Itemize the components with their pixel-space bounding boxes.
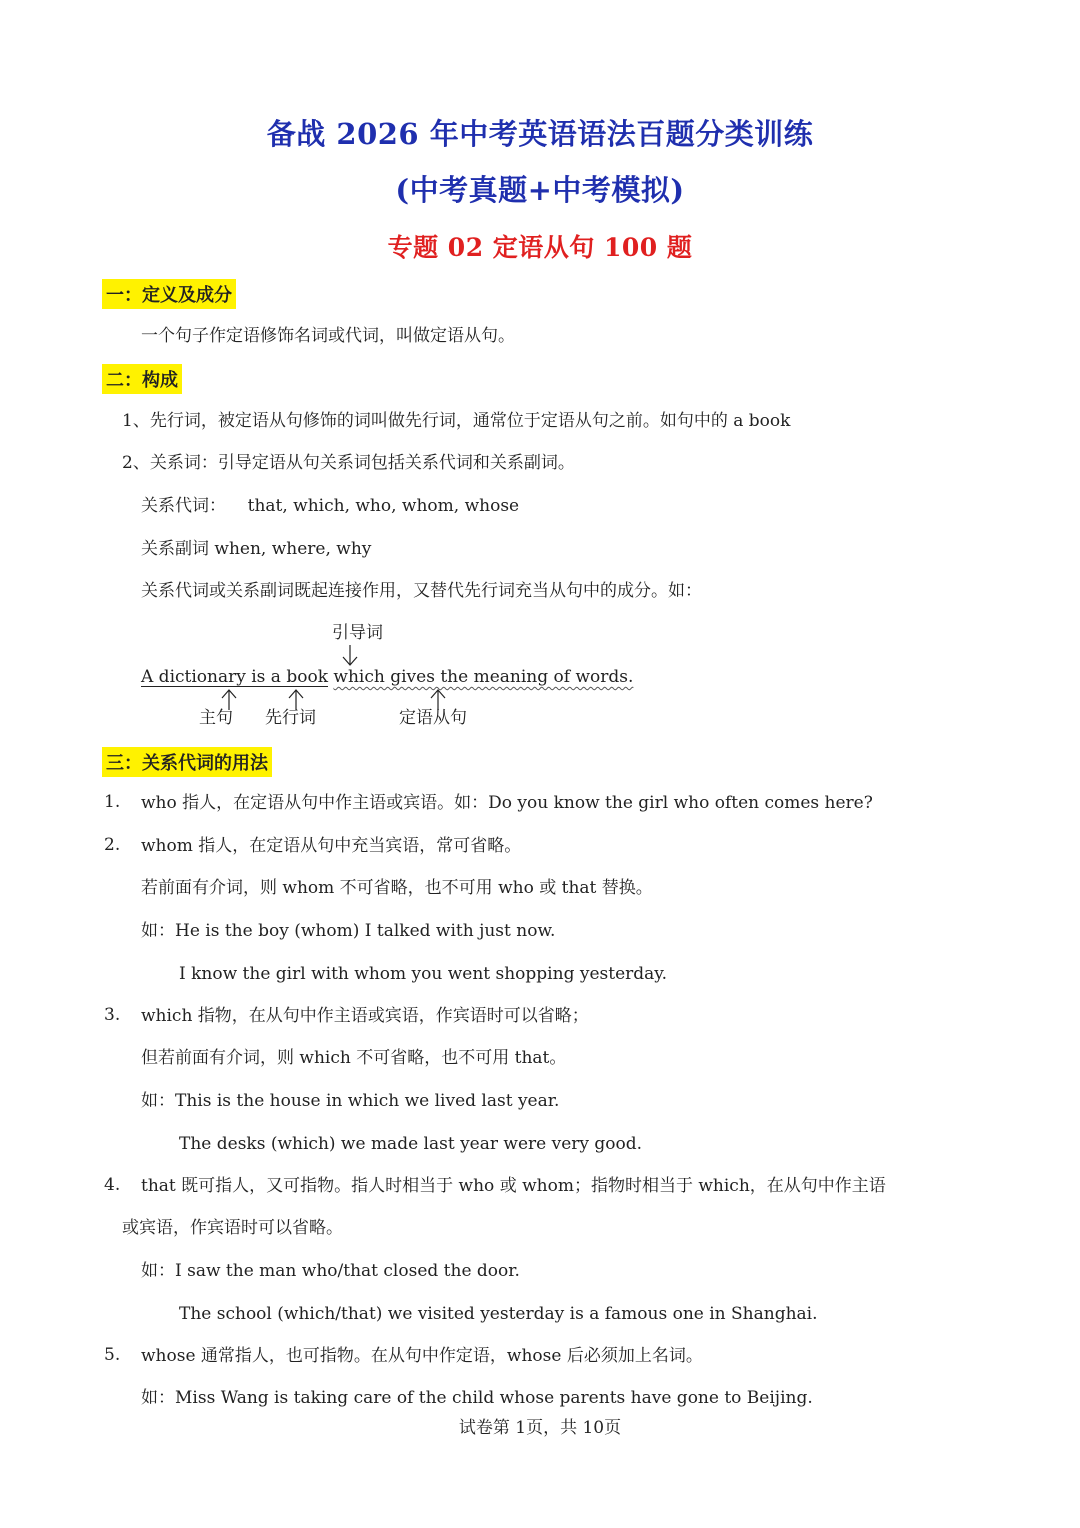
structure-item-1: 1、先行词，被定语从句修饰的词叫做先行词，通常位于定语从句之前。如句中的 a book <box>122 411 791 431</box>
list-item-text: 但若前面有介词，则 which 不可省略，也不可用 that。 <box>141 1048 567 1068</box>
list-item-number: 5. <box>104 1345 121 1365</box>
example-text: 如：He is the boy (whom) I talked with just now. <box>141 921 556 941</box>
list-item-text: 或宾语，作宾语时可以省略。 <box>122 1218 343 1238</box>
section-heading-definition: 一：定义及成分 <box>102 279 236 309</box>
list-item-text: who 指人，在定语从句中作主语或宾语。如：Do you know the girl who often comes here? <box>141 793 873 813</box>
section-heading-usage: 三：关系代词的用法 <box>102 747 272 777</box>
page-footer: 试卷第 1页，共 10页 <box>458 1418 622 1438</box>
definition-text: 一个句子作定语修饰名词或代词，叫做定语从句。 <box>141 326 515 346</box>
label-antecedent: 先行词 <box>265 708 316 728</box>
list-item-text: which 指物，在从句中作主语或宾语，作宾语时可以省略； <box>141 1006 589 1026</box>
relative-clause-text: which gives the meaning of words. <box>333 667 634 687</box>
list-item-number: 2. <box>104 835 121 855</box>
page-title: 备战 2026 年中考英语语法百题分类训练 <box>266 117 814 151</box>
example-text: 如：Miss Wang is taking care of the child whose parents have gone to Beijing. <box>141 1388 813 1408</box>
label-introducer: 引导词 <box>332 623 383 643</box>
section-heading-structure: 二：构成 <box>102 364 182 394</box>
topic-title: 专题 02 定语从句 100 题 <box>387 233 693 262</box>
main-clause-text: A dictionary is a book <box>141 667 328 687</box>
list-item-number: 1. <box>104 792 121 812</box>
example-sentence <box>141 666 633 688</box>
list-item-text: whose 通常指人，也可指物。在从句中作定语，whose 后必须加上名词。 <box>141 1346 703 1366</box>
label-relative-clause: 定语从句 <box>399 708 467 728</box>
relative-pronouns: 关系代词： that, which, who, whom, whose <box>141 496 520 516</box>
arrow-down-icon <box>340 645 360 667</box>
example-text: The school (which/that) we visited yesterday is a famous one in Shanghai. <box>179 1304 818 1324</box>
list-item-text: 若前面有介词，则 whom 不可省略，也不可用 who 或 that 替换。 <box>141 878 653 898</box>
example-text: 如：I saw the man who/that closed the door. <box>141 1261 520 1281</box>
list-item-number: 3. <box>104 1005 121 1025</box>
list-item-text: that 既可指人，又可指物。指人时相当于 who 或 whom；指物时相当于 which，在从句中作主语 <box>141 1176 886 1196</box>
list-item-number: 4. <box>104 1175 121 1195</box>
example-text: 如：This is the house in which we lived last year. <box>141 1091 560 1111</box>
example-text: I know the girl with whom you went shopping yesterday. <box>179 964 668 984</box>
relative-adverbs: 关系副词 when, where, why <box>141 539 372 559</box>
structure-item-2: 2、关系词：引导定语从句关系词包括关系代词和关系副词。 <box>122 453 575 473</box>
label-main-clause: 主句 <box>199 708 233 728</box>
example-text: The desks (which) we made last year were very good. <box>179 1134 643 1154</box>
page-subtitle: (中考真题+中考模拟) <box>395 173 685 207</box>
list-item-text: whom 指人，在定语从句中充当宾语，常可省略。 <box>141 836 522 856</box>
relative-note: 关系代词或关系副词既起连接作用，又替代先行词充当从句中的成分。如： <box>141 581 702 601</box>
